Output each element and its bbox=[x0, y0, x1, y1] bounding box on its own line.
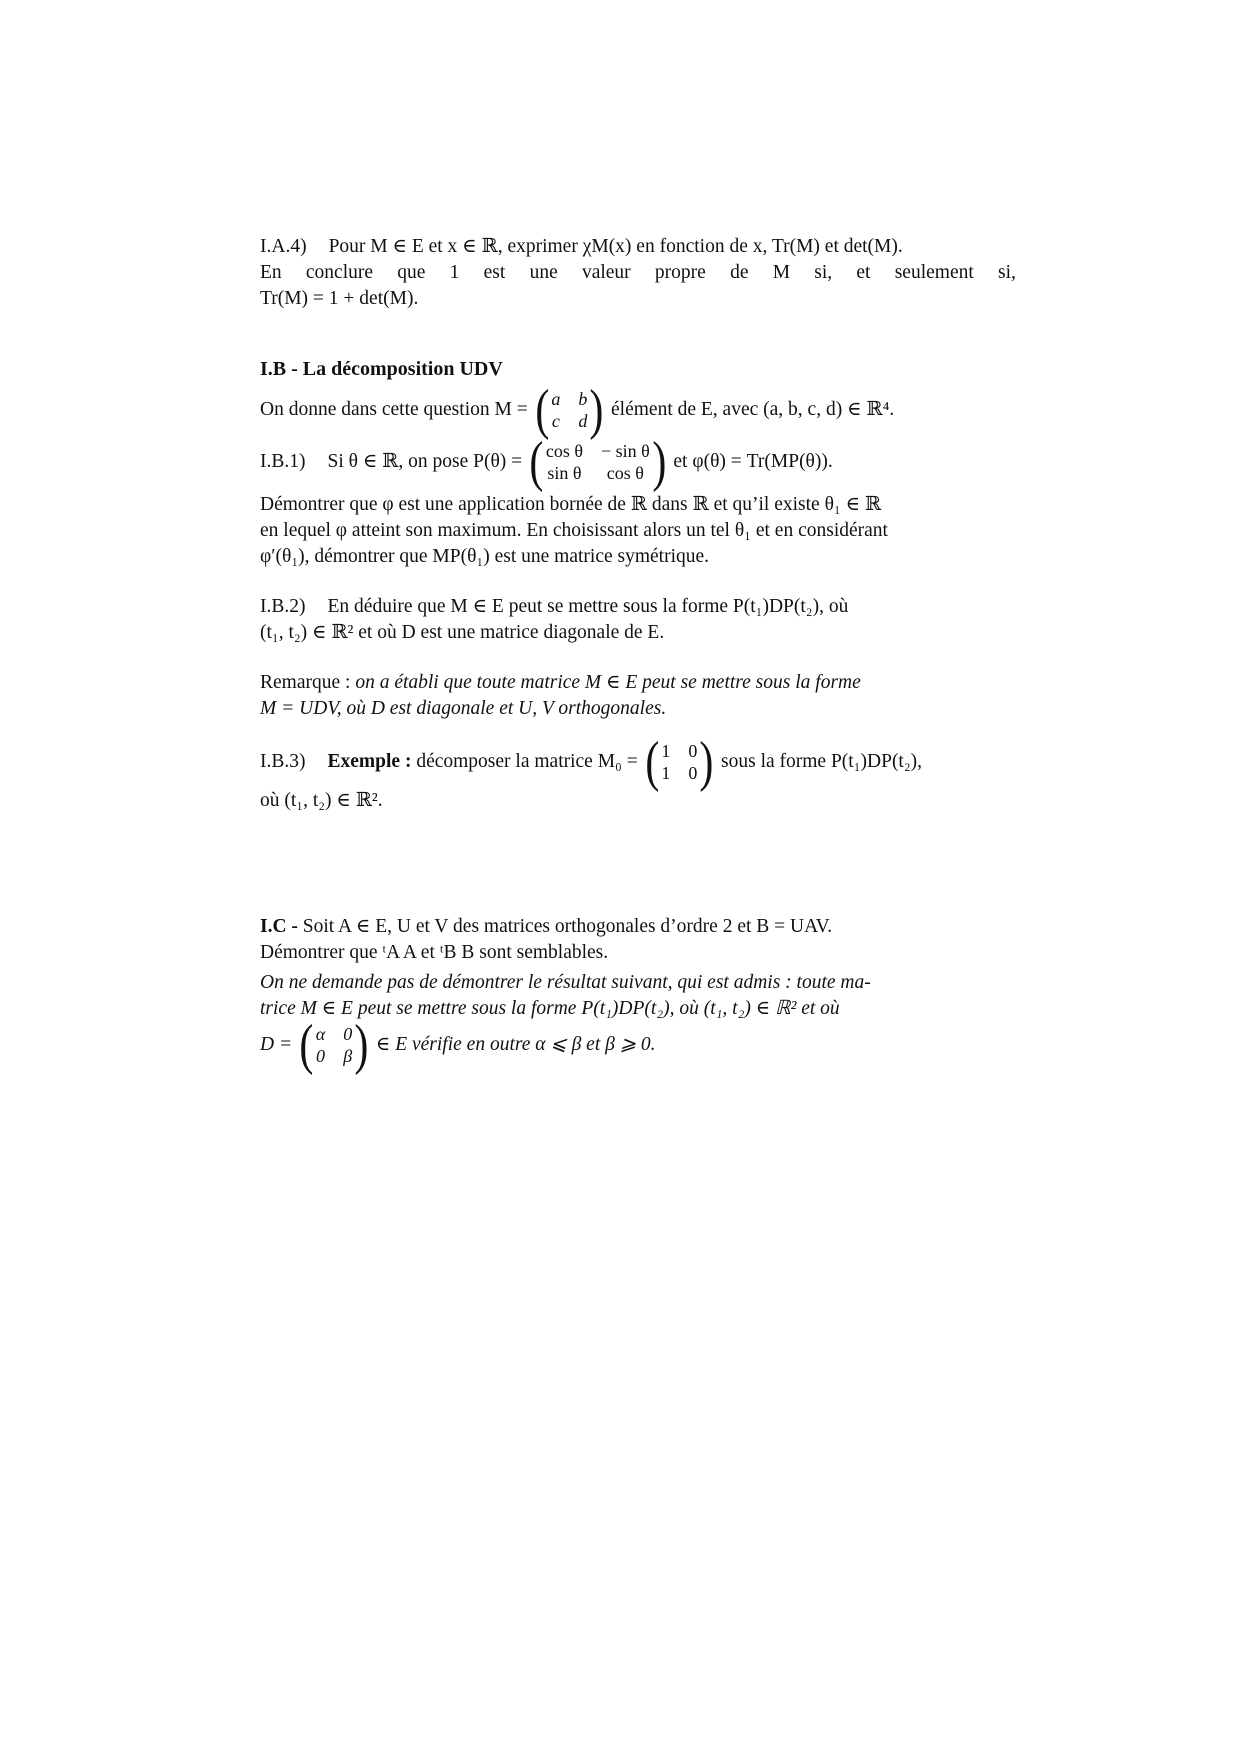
section-ia4 bbox=[260, 234, 1016, 312]
remark-line2: M = UDV, où D est diagonale et U, V orthogonales. bbox=[260, 698, 667, 719]
matrix-cell: 1 bbox=[661, 741, 671, 761]
matrix-M bbox=[533, 379, 606, 441]
ia4-line1 bbox=[260, 234, 1016, 260]
ib1-after: et φ(θ) = Tr(MP(θ)). bbox=[673, 451, 833, 472]
ib1-before: Si θ ∈ ℝ, on pose P(θ) = bbox=[327, 451, 523, 472]
section-ib bbox=[260, 356, 1016, 814]
ib2 bbox=[260, 594, 1016, 646]
ia4-word: propre bbox=[654, 262, 706, 283]
paren-right: ) bbox=[699, 731, 714, 793]
matrix-D bbox=[297, 1014, 371, 1076]
matrix-cell: 1 bbox=[661, 763, 671, 783]
ia4-word: est bbox=[483, 262, 506, 283]
ia4-word: et bbox=[856, 262, 871, 283]
paren-right: ) bbox=[652, 431, 667, 493]
matrix-cell: 0 bbox=[316, 1046, 325, 1066]
matrix-cell: 0 bbox=[688, 741, 698, 761]
ib3-after: sous la forme P(t₁)DP(t₂), bbox=[721, 751, 923, 772]
matrix-cell: c bbox=[551, 411, 560, 431]
ib1-line1: Démontrer que φ est une application bornée de ℝ dans ℝ et qu’il existe θ₁ ∈ ℝ bbox=[260, 494, 882, 515]
matrix-cell: cos θ bbox=[606, 463, 644, 483]
section-ic bbox=[260, 914, 1016, 1076]
matrix-cell: sin θ bbox=[547, 463, 582, 483]
ic-it-line1: On ne demande pas de démontrer le résultat suivant, qui est admis : toute ma- bbox=[260, 972, 871, 993]
ic-it-line3 bbox=[260, 1014, 1016, 1076]
ib-intro-before: On donne dans cette question M = bbox=[260, 399, 528, 420]
ic-line1: Soit A ∈ E, U et V des matrices orthogonales d’ordre 2 et B = UAV. bbox=[302, 916, 833, 937]
ia4-line2 bbox=[260, 260, 1016, 286]
ib3-label: I.B.3) bbox=[260, 751, 306, 772]
ia4-label: I.A.4) bbox=[260, 236, 307, 257]
ib3-statement bbox=[260, 731, 1016, 793]
ia4-word: de bbox=[730, 262, 749, 283]
ib3-line2: où (t₁, t₂) ∈ ℝ². bbox=[260, 790, 383, 811]
paren-left: ( bbox=[535, 379, 550, 441]
matrix-cell: β bbox=[343, 1046, 353, 1066]
ia4-word: conclure bbox=[305, 262, 374, 283]
ib-intro bbox=[260, 379, 1016, 441]
paren-left: ( bbox=[645, 731, 660, 793]
ib2-line2: (t₁, t₂) ∈ ℝ² et où D est une matrice diagonale de E. bbox=[260, 622, 665, 643]
ib-intro-after: élément de E, avec (a, b, c, d) ∈ ℝ⁴. bbox=[611, 399, 895, 420]
remark-prefix: Remarque : bbox=[260, 672, 351, 693]
ib2-line1: En déduire que M ∈ E peut se mettre sous la forme P(t₁)DP(t₂), où bbox=[327, 596, 849, 617]
ic-label: I.C - bbox=[260, 916, 298, 937]
matrix-M0 bbox=[643, 731, 716, 793]
ic-line2: Démontrer que ᵗA A et ᵗB B sont semblables. bbox=[260, 942, 609, 963]
matrix-cell: a bbox=[551, 389, 561, 409]
ia4-word: M bbox=[772, 262, 791, 283]
matrix-cell: 0 bbox=[688, 763, 698, 783]
ib1-line3: φ′(θ₁), démontrer que MP(θ₁) est une matrice symétrique. bbox=[260, 546, 710, 567]
ib-remark bbox=[260, 670, 1016, 722]
ib3-bold: Exemple : bbox=[327, 751, 412, 772]
matrix-cell: d bbox=[578, 411, 588, 431]
remark-line1: on a établi que toute matrice M ∈ E peut se mettre sous la forme bbox=[355, 672, 861, 693]
ib-heading: I.B - La décomposition UDV bbox=[260, 358, 503, 380]
ic-D-label: D = bbox=[260, 1034, 293, 1055]
ia4-word: 1 bbox=[449, 262, 460, 283]
ic-it-line2: trice M ∈ E peut se mettre sous la forme P(t₁)DP(t₂), où (t₁, t₂) ∈ ℝ² et où bbox=[260, 998, 840, 1019]
ib3-before: décomposer la matrice M₀ = bbox=[416, 751, 638, 772]
ia4-word: seulement bbox=[894, 262, 974, 283]
ib1-body bbox=[260, 492, 1016, 570]
ia4-line3: Tr(M) = 1 + det(M). bbox=[260, 288, 419, 309]
ia4-word: une bbox=[529, 262, 558, 283]
ia4-word: que bbox=[397, 262, 426, 283]
ia4-word: En bbox=[260, 262, 282, 283]
matrix-cell: − sin θ bbox=[600, 441, 650, 461]
matrix-cell: cos θ bbox=[545, 441, 583, 461]
ib1-line2: en lequel φ atteint son maximum. En choisissant alors un tel θ₁ et en considérant bbox=[260, 520, 888, 541]
matrix-cell: b bbox=[578, 389, 588, 409]
ic-it-after: ∈ E vérifie en outre α ⩽ β et β ⩾ 0. bbox=[375, 1034, 656, 1055]
paren-right: ) bbox=[354, 1014, 369, 1076]
paren-right: ) bbox=[589, 379, 604, 441]
matrix-P bbox=[527, 431, 668, 493]
ib1-statement bbox=[260, 431, 1016, 493]
matrix-cell: 0 bbox=[343, 1024, 353, 1044]
ia4-word: si, bbox=[814, 262, 833, 283]
ia4-text1: Pour M ∈ E et x ∈ ℝ, exprimer χM(x) en fonction de x, Tr(M) et det(M). bbox=[328, 236, 903, 257]
matrix-cell: α bbox=[315, 1024, 326, 1044]
ia4-word: si, bbox=[998, 262, 1016, 283]
paren-left: ( bbox=[299, 1014, 314, 1076]
ib2-label: I.B.2) bbox=[260, 596, 306, 617]
ib1-label: I.B.1) bbox=[260, 451, 306, 472]
ia4-word: valeur bbox=[581, 262, 631, 283]
paren-left: ( bbox=[529, 431, 544, 493]
